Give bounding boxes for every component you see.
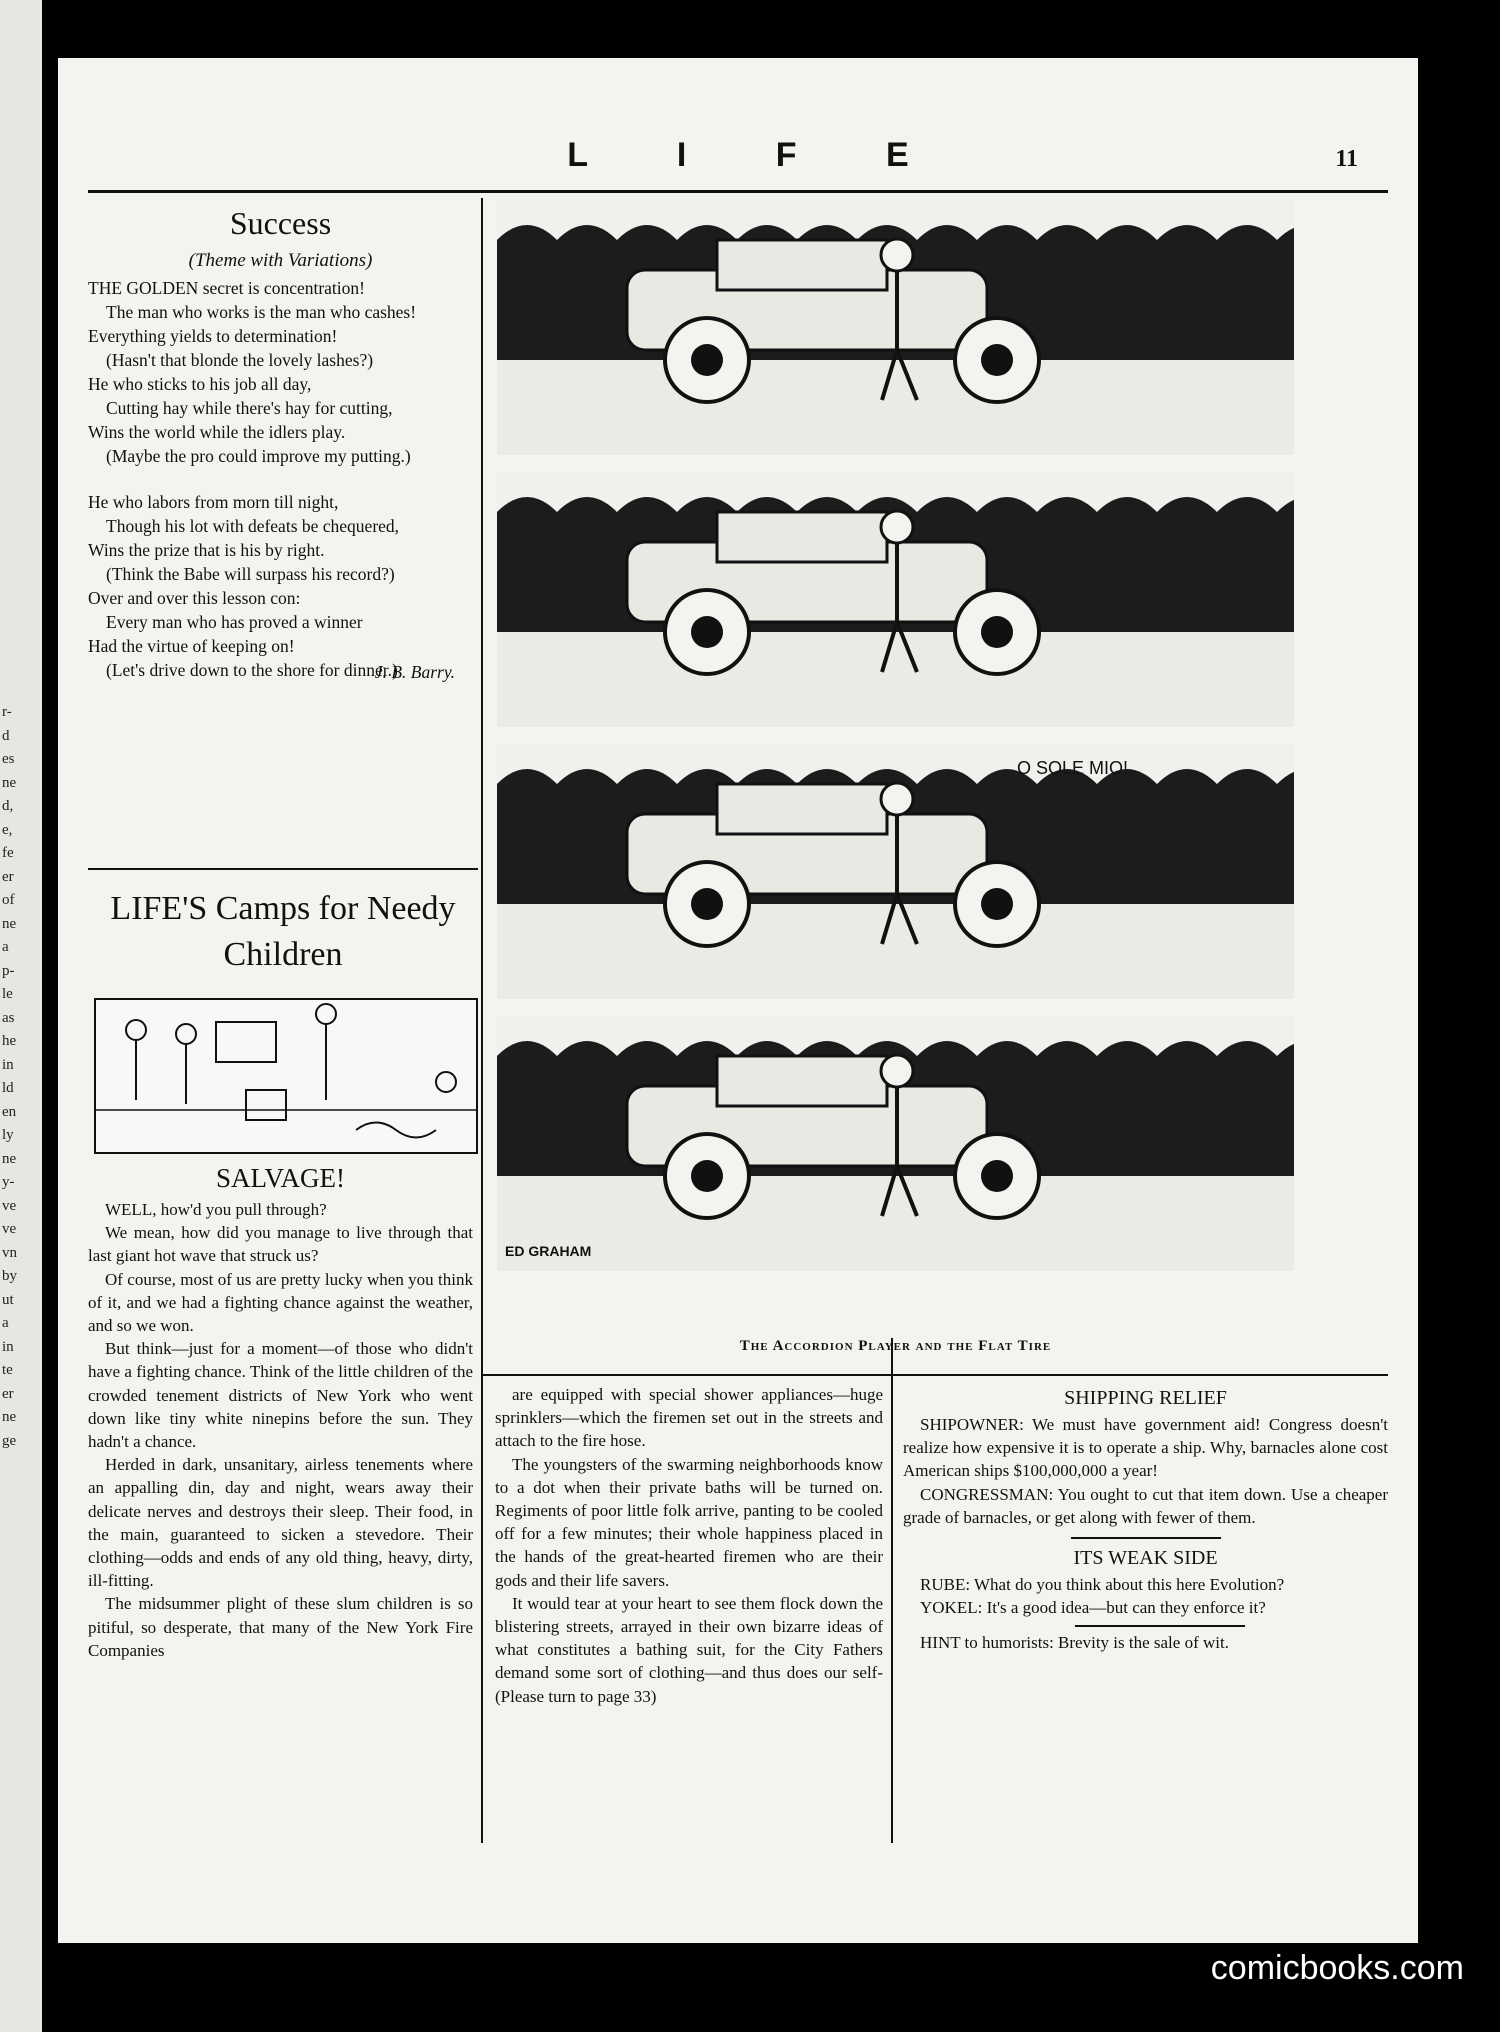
fragment-text: vn bbox=[2, 1244, 17, 1261]
fragment-text: as bbox=[2, 1009, 15, 1026]
poem-line: Over and over this lesson con: bbox=[88, 588, 301, 608]
divider bbox=[1075, 1625, 1245, 1627]
shipping-title: SHIPPING RELIEF bbox=[1064, 1387, 1227, 1409]
comic-panel-3 bbox=[497, 744, 1294, 999]
adjacent-page-edge bbox=[0, 0, 42, 2032]
column-rule-left bbox=[481, 198, 483, 1843]
poem-line: Wins the prize that is his by right. bbox=[88, 540, 325, 560]
fragment-text: ve bbox=[2, 1197, 17, 1214]
fragment-text: es bbox=[2, 751, 15, 767]
page-number: 11 bbox=[1335, 146, 1358, 172]
camps-heading bbox=[88, 886, 478, 978]
poem-line: THE GOLDEN secret is concentration! bbox=[88, 278, 365, 298]
comic-strip bbox=[497, 200, 1294, 1270]
comic-panel-drawing bbox=[497, 200, 1294, 455]
fragment-text: of bbox=[2, 892, 15, 908]
poem-line: (Maybe the pro could improve my putting.) bbox=[106, 446, 411, 466]
poem-author: J. B. Barry. bbox=[374, 662, 455, 682]
poem-line: Every man who has proved a winner bbox=[106, 612, 363, 632]
fragment-text: fe bbox=[2, 845, 14, 861]
camps-title-prefix: LIFE'S bbox=[110, 890, 208, 927]
fragment-text: ne bbox=[2, 1409, 17, 1425]
poem-line: He who labors from morn till night, bbox=[88, 492, 339, 512]
poem-line: Cutting hay while there's hay for cutting, bbox=[106, 398, 393, 418]
paragraph: It would tear at your heart to see them flock down the blistering streets, arrayed in their own bizarre ideas of what constitutes a bathing suit, for the City Fathers demand some sort of clothing—and thus does our self- (Please turn to page 33) bbox=[495, 1593, 883, 1706]
poem-title: Success bbox=[229, 205, 332, 241]
column-rule-mid bbox=[891, 1338, 893, 1843]
salvage-title: SALVAGE! bbox=[215, 1163, 346, 1193]
fragment-text: le bbox=[2, 986, 13, 1002]
fragment-text: ge bbox=[2, 1432, 17, 1449]
shipping-dialogue bbox=[903, 1413, 1388, 1529]
paragraph: SHIPOWNER: We must have government aid! Congress doesn't realize how expensive it is to operate a ship. Why, barnacles alone cost American ships $100,000,000 a year! bbox=[903, 1415, 1388, 1481]
camp-cartoon-drawing bbox=[96, 1000, 476, 1152]
speech-text: O SOLE MIO! bbox=[1017, 758, 1129, 778]
hint-text: HINT to humorists: Brevity is the sale of wit. bbox=[920, 1633, 1229, 1653]
fragment-text: en bbox=[2, 1103, 17, 1120]
paragraph: are equipped with special shower appliances—huge sprinklers—which the firemen set out in the streets and attach to the fire hose. bbox=[495, 1385, 883, 1451]
fragment-text: ut bbox=[2, 1291, 14, 1308]
paragraph: YOKEL: It's a good idea—but can they enforce it? bbox=[920, 1598, 1266, 1618]
poem-line: Had the virtue of keeping on! bbox=[88, 636, 295, 656]
poem-line: He who sticks to his job all day, bbox=[88, 374, 312, 394]
poem-line: (Hasn't that blonde the lovely lashes?) bbox=[106, 350, 374, 370]
fragment-text: ld bbox=[2, 1080, 14, 1096]
fragment-text: d, bbox=[2, 798, 14, 814]
paragraph: CONGRESSMAN: You ought to cut that item down. Use a cheaper grade of barnacles, or get along with fewer of them. bbox=[903, 1484, 1388, 1527]
poem-line: Though his lot with defeats be chequered, bbox=[106, 516, 400, 536]
fragment-text: ne bbox=[2, 774, 17, 791]
weak-dialogue bbox=[903, 1573, 1388, 1619]
comic-caption: The Accordion Player and the Flat Tire bbox=[739, 1338, 1052, 1354]
fragment-text: by bbox=[2, 1268, 17, 1284]
comic-panel-drawing bbox=[497, 744, 1294, 999]
masthead-rule bbox=[88, 190, 1388, 193]
fragment-text: ne bbox=[2, 915, 17, 932]
divider bbox=[1071, 1537, 1221, 1539]
fragment-text: ly bbox=[2, 1127, 14, 1143]
poem-line: Wins the world while the idlers play. bbox=[88, 422, 346, 442]
fragment-text: he bbox=[2, 1033, 17, 1049]
watermark: comicbooks.com bbox=[1210, 1949, 1464, 1987]
fragment-text: r- bbox=[2, 704, 12, 720]
salvage-paragraphs-1 bbox=[88, 1198, 473, 1662]
fragment-text: p- bbox=[2, 962, 15, 979]
fragment-text: ve bbox=[2, 1221, 17, 1237]
salvage-column-1 bbox=[88, 1158, 473, 1662]
fragment-text: y- bbox=[2, 1174, 15, 1190]
paragraph: The midsummer plight of these slum children is so pitiful, so desperate, that many of the New York Fire Companies bbox=[88, 1594, 473, 1660]
comic-panel-1 bbox=[497, 200, 1294, 455]
paragraph: WELL, how'd you pull through? bbox=[105, 1200, 327, 1219]
section-rule bbox=[88, 868, 478, 870]
fragment-text: a bbox=[2, 1315, 9, 1331]
paragraph: The youngsters of the swarming neighborhoods know to a dot when their private baths will be turned on. Regiments of poor little folk arrive, panting to be cooled off for a few minutes; their whole happiness placed in the hands of the great-hearted firemen who are their gods and their life savers. bbox=[495, 1454, 883, 1590]
camp-cartoon bbox=[94, 998, 478, 1154]
poem-lines bbox=[88, 276, 473, 682]
fragment-text: in bbox=[2, 1338, 14, 1355]
fragment-text: in bbox=[2, 1056, 14, 1073]
paragraph: Of course, most of us are pretty lucky when you think of it, and we had a fighting chance against the weather, and so we won. bbox=[88, 1269, 473, 1336]
paragraph: But think—just for a moment—of those who didn't have a fighting chance. Think of the little children of the crowded tenement districts of New York who went down like tiny white ninepins before the sun. They hadn't a chance. bbox=[88, 1339, 473, 1452]
comic-bottom-rule bbox=[483, 1374, 1388, 1376]
salvage-column-2 bbox=[495, 1383, 883, 1708]
camps-title: Camps for Needy Children bbox=[215, 890, 456, 973]
poem-line: The man who works is the man who cashes! bbox=[106, 302, 417, 322]
fragment-text: d bbox=[2, 727, 10, 744]
paragraph: RUBE: What do you think about this here Evolution? bbox=[920, 1575, 1285, 1595]
paragraph: We mean, how did you manage to live through that last giant hot wave that struck us? bbox=[88, 1223, 473, 1266]
artist-signature: ED GRAHAM bbox=[505, 1243, 592, 1259]
poem-line: (Think the Babe will surpass his record?) bbox=[106, 564, 395, 584]
masthead: L I F E bbox=[567, 136, 949, 174]
comic-panel-drawing bbox=[497, 472, 1294, 727]
weak-title: ITS WEAK SIDE bbox=[1073, 1547, 1218, 1570]
poem-line: Everything yields to determination! bbox=[88, 326, 338, 346]
paragraph: Herded in dark, unsanitary, airless tenements where an appalling din, day and night, wears away their delicate nerves and destroys their sleep. Their food, in the main, guaranteed to sicken a stevedore. Their clothing—odds and ends of any old thing, heavy, dirty, ill-fitting. bbox=[88, 1455, 473, 1591]
success-poem bbox=[88, 200, 473, 684]
fragment-text: ne bbox=[2, 1150, 17, 1167]
poem-subtitle: (Theme with Variations) bbox=[188, 250, 373, 271]
comic-panel-4 bbox=[497, 1016, 1294, 1271]
comic-panel-drawing bbox=[497, 1016, 1294, 1271]
salvage-paragraphs-2 bbox=[495, 1383, 883, 1708]
comic-panel-2 bbox=[497, 472, 1294, 727]
fragment-text: te bbox=[2, 1362, 13, 1378]
poem-line: (Let's drive down to the shore for dinner.) bbox=[106, 660, 398, 680]
fragment-text: er bbox=[2, 868, 14, 885]
fragment-text: e, bbox=[2, 821, 13, 838]
poem-stanza-break bbox=[88, 468, 473, 490]
fragment-text: er bbox=[2, 1385, 14, 1402]
fragment-text: a bbox=[2, 939, 9, 955]
right-column bbox=[903, 1383, 1388, 1655]
